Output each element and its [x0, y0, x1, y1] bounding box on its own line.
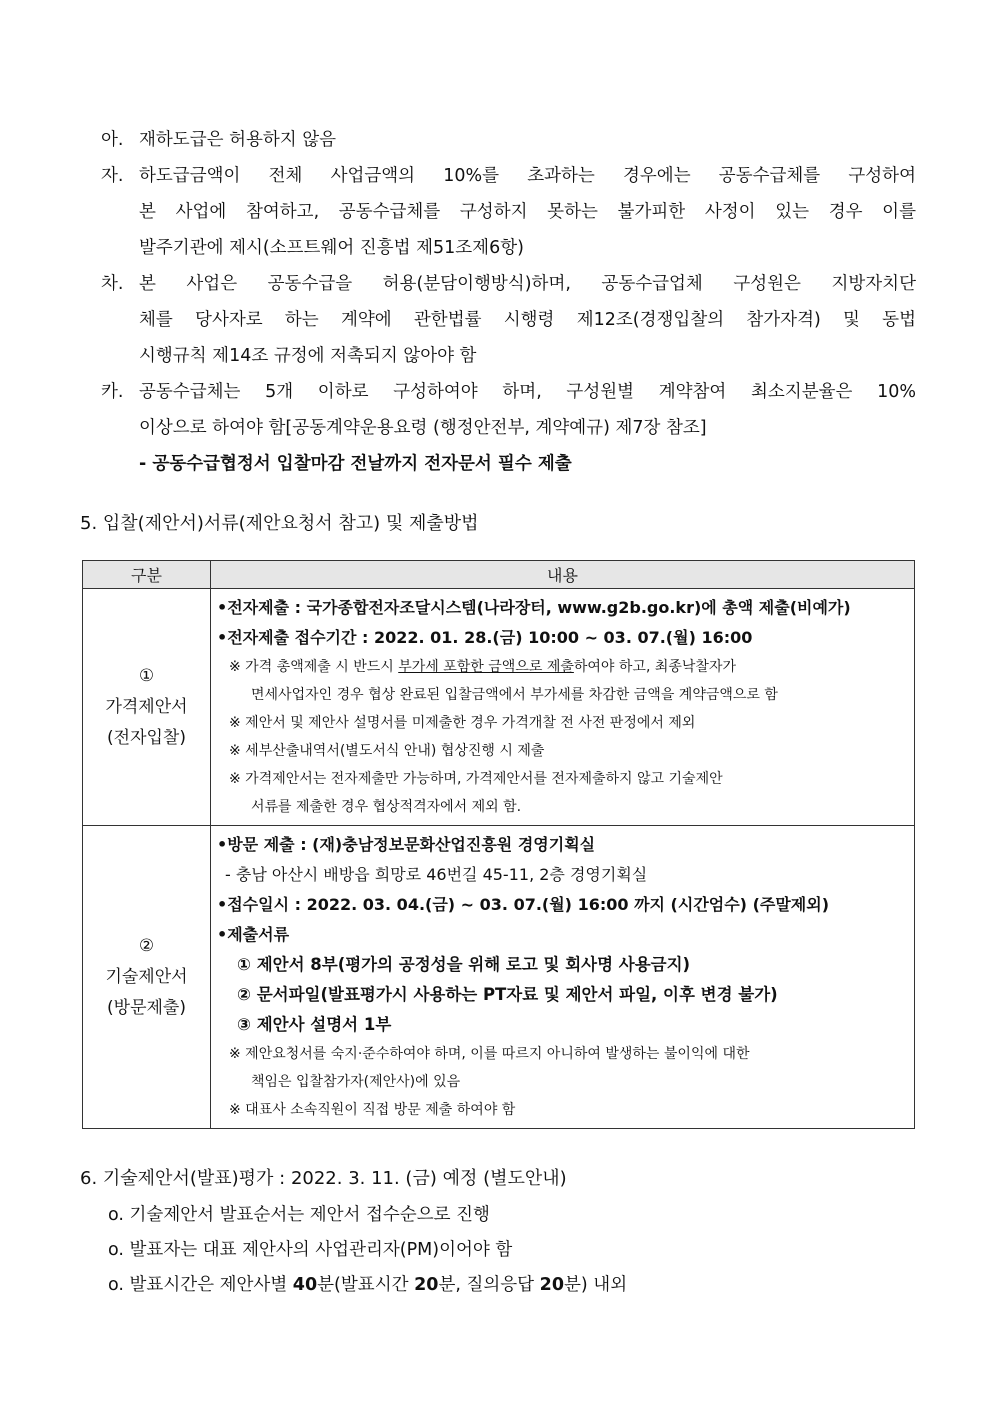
- table-row: [83, 826, 915, 1129]
- note-line: ※ 세부산출내역서(별도서식 안내) 협상진행 시 제출: [229, 743, 545, 759]
- eval-text: 분) 내외: [564, 1275, 628, 1295]
- eval-text: o. 발표시간은 제안사별: [108, 1275, 293, 1295]
- content-subline: - 충남 아산시 배방읍 희망로 46번길 45-11, 2층 경영기획실: [225, 865, 648, 884]
- clause-item: [101, 374, 916, 446]
- document-item: ③ 제안사 설명서 1부: [237, 1015, 392, 1034]
- content-line: •전자제출 접수기간 : 2022. 01. 28.(금) 10:00 ~ 03. 07.(월) 16:00: [217, 628, 753, 647]
- note-underlined-text: 부가세 포함한 금액으로 제출: [398, 659, 574, 675]
- clause-line: 본 사업은 공동수급을 허용(분담이행방식)하며, 공동수급업체 구성원은 지방자치단: [139, 274, 916, 294]
- note-line: ※ 제안요청서를 숙지·준수하여야 하며, 이를 따르지 아니하여 발생하는 불이익에 대한: [229, 1046, 750, 1062]
- header-content: 내용: [211, 561, 915, 589]
- content-line: •전자제출 : 국가종합전자조달시스템(나라장터, www.g2b.go.kr)에 총액 제출(비예가): [217, 598, 851, 617]
- clause-item: [101, 266, 916, 374]
- eval-text: 분(발표시간: [317, 1275, 415, 1295]
- clause-line: 발주기관에 제시(소프트웨어 진흥법 제51조제6항): [139, 238, 524, 258]
- evaluation-item: [108, 1268, 627, 1303]
- row-name: 가격제안서: [105, 696, 188, 717]
- eval-number: 20: [414, 1275, 439, 1295]
- eval-text: 분, 질의응답: [438, 1275, 540, 1295]
- content-line: •방문 제출 : (재)충남정보문화산업진흥원 경영기획실: [217, 835, 596, 854]
- eval-number: 20: [539, 1275, 565, 1295]
- clause-list: [101, 122, 916, 482]
- note-line: ※ 제안서 및 제안사 설명서를 미제출한 경우 가격개찰 전 사전 판정에서 제외: [229, 715, 696, 731]
- eval-number: 40: [292, 1275, 318, 1295]
- clause-marker: 차.: [101, 274, 124, 294]
- clause-marker: 카.: [101, 382, 124, 402]
- row-content-price: [211, 589, 915, 826]
- clause-line: 하도급금액이 전체 사업금액의 10%를 초과하는 경우에는 공동수급체를 구성하여: [139, 166, 916, 186]
- clause-line: 체를 당사자로 하는 계약에 관한법률 시행령 제12조(경쟁입찰의 참가자격) 및 동법: [139, 310, 916, 330]
- document-item: ② 문서파일(발표평가시 사용하는 PT자료 및 제안서 파일, 이후 변경 불가): [237, 985, 778, 1004]
- row-content-technical: [211, 826, 915, 1129]
- row-category-technical: [83, 826, 211, 1129]
- content-line: •접수일시 : 2022. 03. 04.(금) ~ 03. 07.(월) 16:00 까지 (시간엄수) (주말제외): [217, 895, 830, 914]
- note-line: ※ 가격제안서는 전자제출만 가능하며, 가격제안서를 전자제출하지 않고 기술제안: [229, 771, 723, 787]
- clause-item: [101, 158, 916, 266]
- evaluation-item: o. 발표자는 대표 제안사의 사업관리자(PM)이어야 함: [108, 1240, 513, 1260]
- clause-sub-note: - 공동수급협정서 입찰마감 전날까지 전자문서 필수 제출: [139, 454, 572, 474]
- content-line: •제출서류: [217, 925, 290, 944]
- clause-marker: 자.: [101, 166, 124, 186]
- row-name: 기술제안서: [105, 966, 188, 987]
- row-category-price: [83, 589, 211, 826]
- submission-table: [82, 560, 915, 1129]
- clause-item: [101, 122, 916, 158]
- table-header-row: [83, 561, 915, 589]
- note-line: 서류를 제출한 경우 협상적격자에서 제외 함.: [251, 799, 522, 815]
- clause-line: 재하도급은 허용하지 않음: [139, 130, 337, 150]
- note-line: 책임은 입찰참가자(제안사)에 있음: [251, 1074, 461, 1090]
- row-number: ①: [138, 665, 155, 686]
- evaluation-list: [108, 1198, 627, 1303]
- clause-line: 이상으로 하여야 함[공동계약운용요령 (행정안전부, 계약예규) 제7장 참조]: [139, 418, 707, 438]
- note-text: ※ 가격 총액제출 시 반드시: [229, 659, 399, 675]
- row-method: (방문제출): [107, 997, 186, 1018]
- table-row: [83, 589, 915, 826]
- clause-line: 공동수급체는 5개 이하로 구성하여야 하며, 구성원별 계약참여 최소지분율은 10%: [139, 382, 916, 402]
- row-number: ②: [138, 935, 155, 956]
- note-text: 하여야 하고, 최종낙찰자가: [573, 659, 736, 675]
- clause-line: 본 사업에 참여하고, 공동수급체를 구성하지 못하는 불가피한 사정이 있는 경우 이를: [139, 202, 916, 222]
- document-item: ① 제안서 8부(평가의 공정성을 위해 로고 및 회사명 사용금지): [237, 955, 691, 974]
- section-6-title: 6. 기술제안서(발표)평가 : 2022. 3. 11. (금) 예정 (별도안내): [80, 1168, 567, 1189]
- section-5-title: 5. 입찰(제안서)서류(제안요청서 참고) 및 제출방법: [80, 513, 479, 534]
- clause-line: 시행규칙 제14조 규정에 저촉되지 않아야 함: [139, 346, 477, 366]
- row-method: (전자입찰): [107, 727, 186, 748]
- note-line: [217, 653, 908, 681]
- note-line: ※ 대표사 소속직원이 직접 방문 제출 하여야 함: [229, 1102, 516, 1118]
- header-category: 구분: [83, 561, 211, 589]
- evaluation-item: o. 기술제안서 발표순서는 제안서 접수순으로 진행: [108, 1205, 490, 1225]
- clause-marker: 아.: [101, 130, 124, 150]
- note-line: 면세사업자인 경우 협상 완료된 입찰금액에서 부가세를 차감한 금액을 계약금액으로 함: [251, 687, 778, 703]
